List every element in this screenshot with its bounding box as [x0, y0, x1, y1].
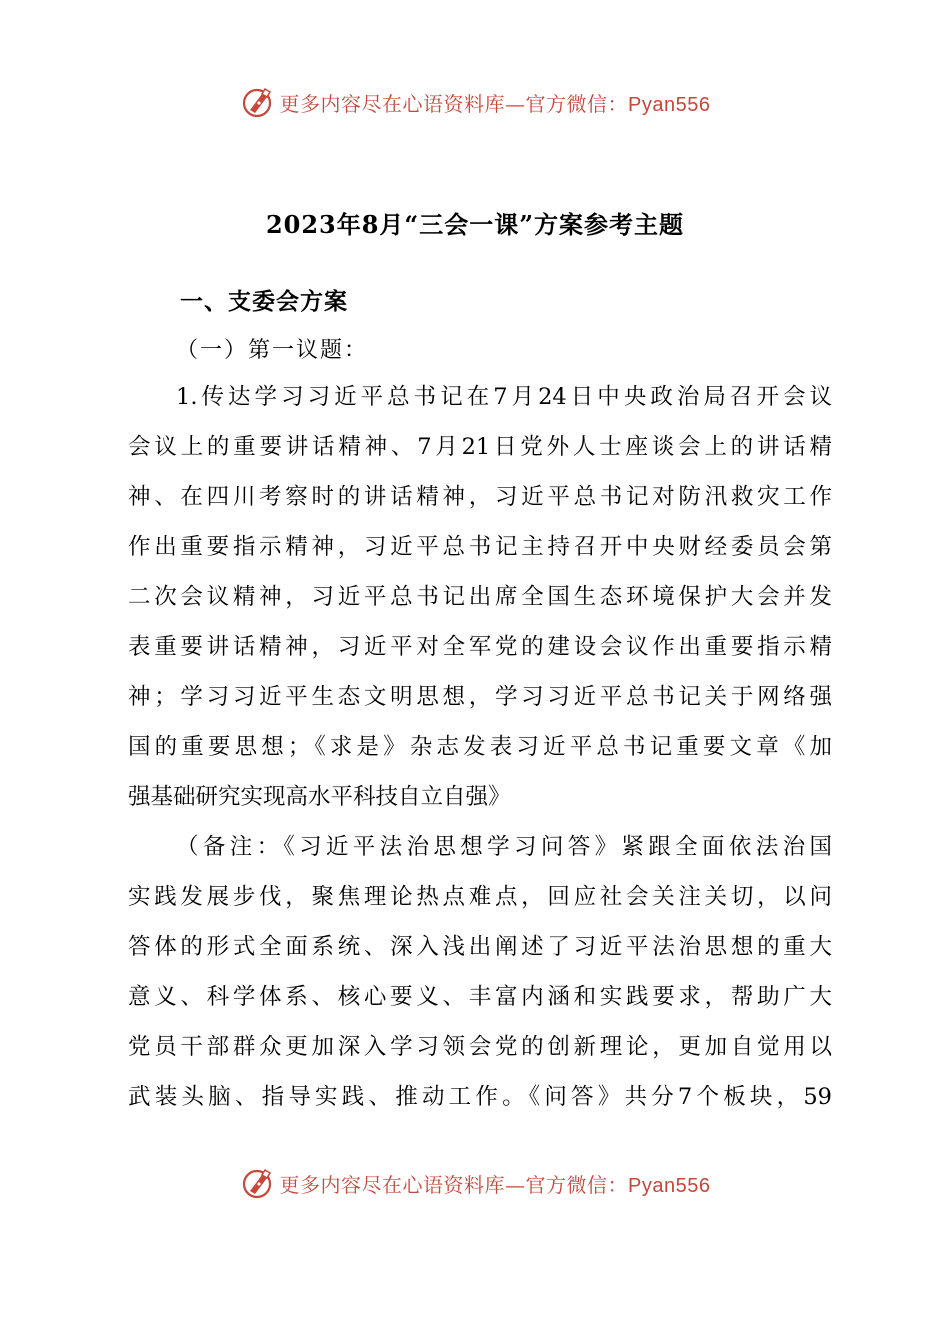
paragraph-line: （备注：《习近平法治思想学习问答》紧跟全面依法治国	[176, 834, 832, 860]
paragraph-line: 二次会议精神，习近平总书记出席全国生态环境保护大会并发	[128, 584, 832, 610]
paragraph-line: 武装头脑、指导实践、推动工作。《问答》共分7个板块，59	[128, 1084, 832, 1110]
paragraph-line: 会议上的重要讲话精神、7月21日党外人士座谈会上的讲话精	[128, 434, 832, 460]
sub-heading: （一）第一议题：	[176, 338, 369, 363]
paragraph-2	[128, 822, 832, 1122]
document-title: 2023年8月“三会一课”方案参考主题	[265, 210, 685, 239]
paragraph-line: 1.传达学习习近平总书记在7月24日中央政治局召开会议	[176, 384, 832, 410]
paragraph-line: 神、在四川考察时的讲话精神，习近平总书记对防汛救灾工作	[128, 484, 832, 510]
header-banner	[0, 82, 950, 122]
paragraph-line: 国的重要思想；《求是》杂志发表习近平总书记重要文章《加	[128, 734, 832, 760]
paragraph-line: 实践发展步伐，聚焦理论热点难点，回应社会关注关切，以问	[128, 884, 832, 910]
wechat-id: Pyan556	[628, 1174, 711, 1197]
wechat-id: Pyan556	[628, 93, 711, 116]
paragraph-1	[128, 372, 832, 822]
banner-text: 更多内容尽在心语资料库—官方微信：Pyan556	[279, 1172, 711, 1197]
paragraph-line: 表重要讲话精神，习近平对全军党的建设会议作出重要指示精	[128, 634, 832, 660]
section-heading: 一、支委会方案	[180, 288, 348, 315]
paragraph-line: 神；学习习近平生态文明思想，学习习近平总书记关于网络强	[128, 684, 832, 710]
pen-nib-logo-icon	[240, 1165, 276, 1201]
paragraph-line: 作出重要指示精神，习近平总书记主持召开中央财经委员会第	[128, 534, 832, 560]
pen-nib-logo-icon	[240, 84, 276, 120]
paragraph-line: 意义、科学体系、核心要义、丰富内涵和实践要求，帮助广大	[128, 984, 832, 1010]
footer-banner	[0, 1163, 950, 1203]
banner-text: 更多内容尽在心语资料库—官方微信：Pyan556	[279, 91, 711, 116]
paragraph-line: 答体的形式全面系统、深入浅出阐述了习近平法治思想的重大	[128, 934, 832, 960]
paragraph-line: 党员干部群众更加深入学习领会党的创新理论，更加自觉用以	[128, 1034, 832, 1060]
paragraph-line: 强基础研究实现高水平科技自立自强》	[128, 784, 511, 810]
